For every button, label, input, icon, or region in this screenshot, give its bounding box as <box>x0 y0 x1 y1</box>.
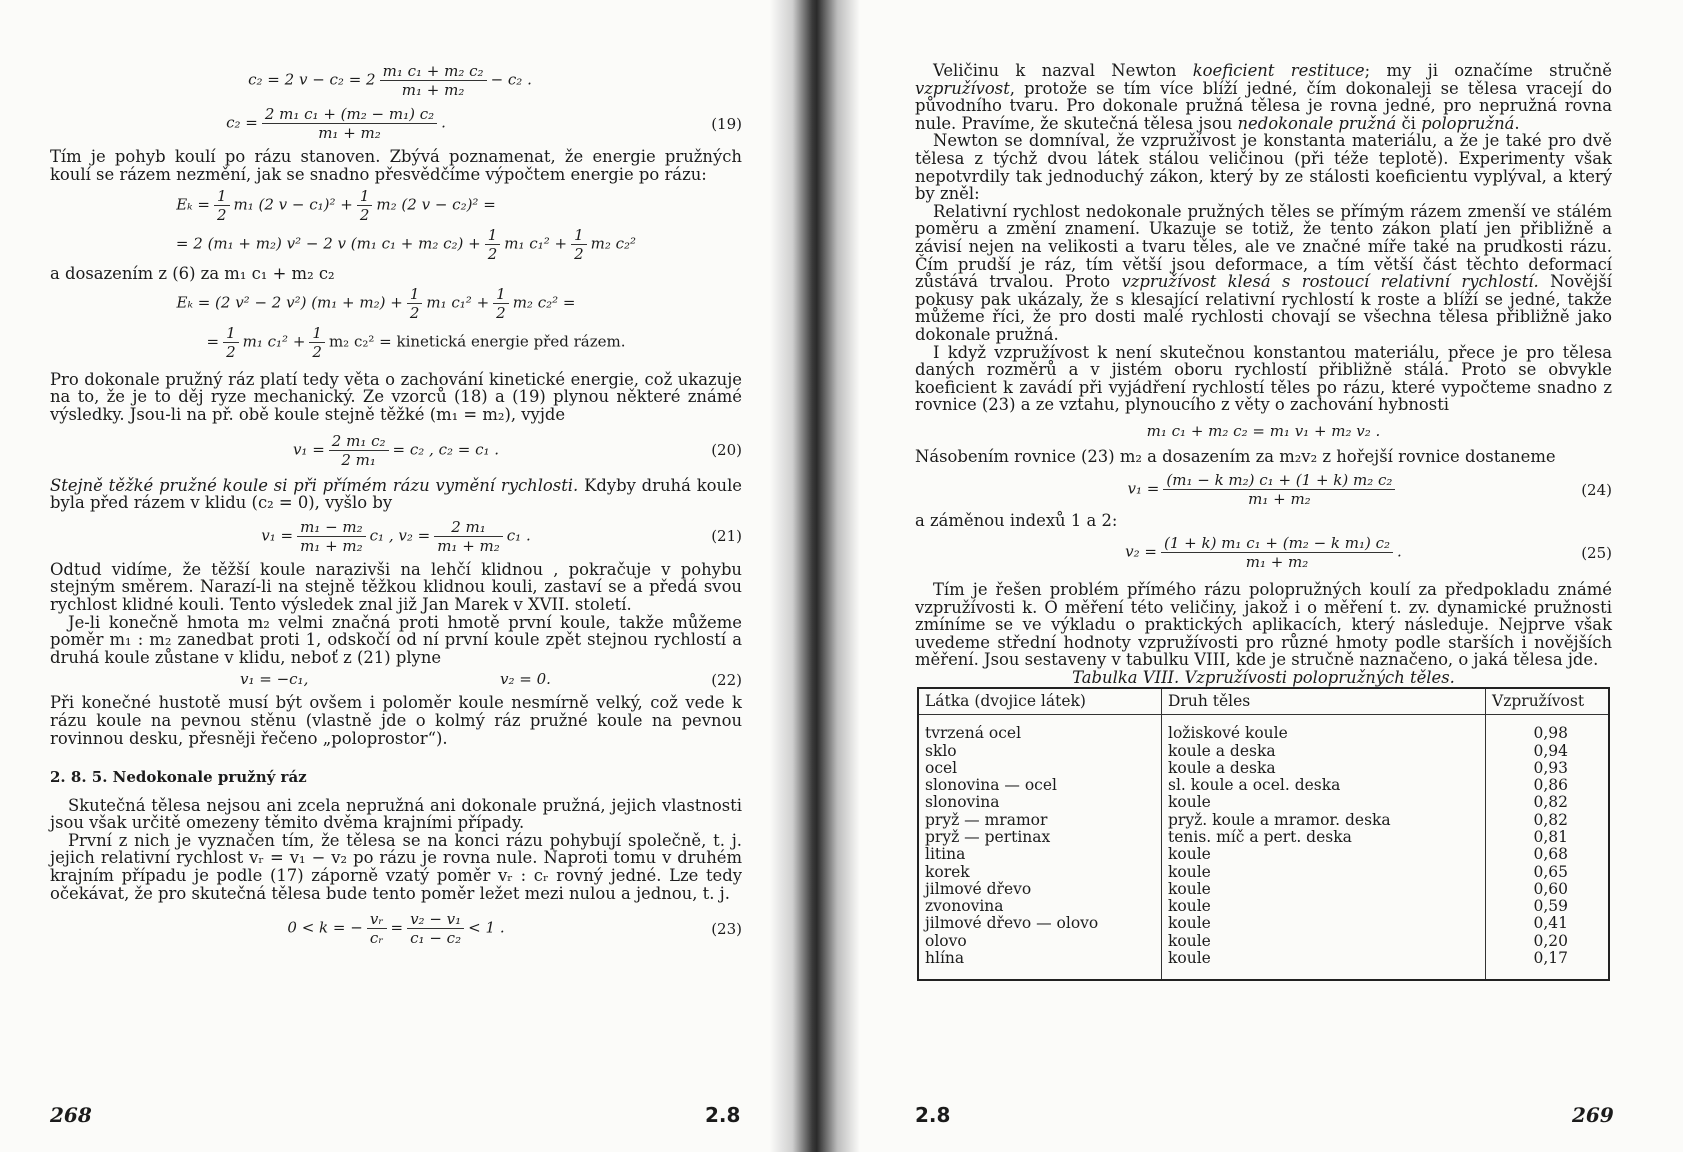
table-row <box>918 933 1609 950</box>
book-gutter-shadow <box>770 0 860 1152</box>
paragraph: Pro dokonale pružný ráz platí tedy věta o zachování kinetické energie, což ukazuje na to, že je to děj ryze mechanický. Ze vzorců (18) a (19) plynou některé známé výsledky. Jsou-li na př. obě koule stejně těžké (m₁ = m₂), vyjde <box>50 369 742 424</box>
table-row <box>918 743 1609 760</box>
paragraph: Skutečná tělesa nejsou ani zcela nepružná ani dokonale pružná, jejich vlastnosti jsou však určitě omezeny těmito dvěma krajními případy. <box>50 795 742 833</box>
equation-23: 0 < k = − $\frac{\text{vᵣ}}{\text{cᵣ}}$ = $\frac{\text{v₂ − v₁}}{\text{c₁ − c₂}}$ < 1 . (23) <box>287 910 742 948</box>
table-cell: tenis. míč a pert. deska <box>1162 829 1486 846</box>
paragraph: Tím je pohyb koulí po rázu stanoven. Zbývá poznamenat, že energie pružných koulí se rázem nezmění, jak se snadno přesvědčíme výpočtem energie po rázu: <box>50 147 742 184</box>
table-cell: ocel <box>918 760 1162 777</box>
right-page <box>800 0 1683 1152</box>
table-row <box>918 777 1609 794</box>
table-cell: 0,82 <box>1533 793 1568 812</box>
equation-22: v₁ = −c₁, v₂ = 0. (22) <box>240 670 742 690</box>
table-header-row <box>918 688 1609 715</box>
table-cell: 0,65 <box>1533 862 1568 881</box>
table-cell: koule <box>1162 864 1486 881</box>
table-cell: jilmové dřevo — olovo <box>918 915 1162 932</box>
table-cell: 0,98 <box>1533 724 1568 743</box>
table-cell: 0,59 <box>1533 897 1568 916</box>
table-cell: koule <box>1162 950 1486 967</box>
table-cell: olovo <box>918 933 1162 950</box>
emphasis-text: koeficient restituce <box>1192 61 1365 80</box>
table-cell: koule <box>1162 881 1486 898</box>
table-cell: 0,82 <box>1533 810 1568 829</box>
table-cell: 0,86 <box>1533 776 1568 795</box>
table-cell: pryž — mramor <box>918 812 1162 829</box>
table-cell: slonovina <box>918 794 1162 811</box>
table-cell: 0,68 <box>1533 845 1568 864</box>
table-cell: zvonovina <box>918 898 1162 915</box>
table-cell: koule <box>1162 933 1486 950</box>
table-row <box>918 915 1609 932</box>
equation-21: v₁ = $\frac{\text{m₁ − m₂}}{\text{m₁ + m₂}}$ c₁ , v₂ = $\frac{\text{2 m₁}}{\text{m₁ + m₂}}$ c₁ . (21) <box>261 517 742 555</box>
table-cell: 0,60 <box>1533 879 1568 898</box>
paragraph: Newton se domníval, že vzpružívost je konstanta materiálu, a že je také pro dvě tělesa z týchž dvou látek stálou veličinou (při téže teplotě). Experimenty však nepotvrdily tak jednoduchý zákon, který by ze stálosti koeficientu vyplýval, a který by zněl: <box>915 131 1612 204</box>
page-number-left: 268 <box>50 1103 92 1127</box>
table-cell: koule <box>1162 915 1486 932</box>
paragraph: a záměnou indexů 1 a 2: <box>915 511 1118 531</box>
right-text-block <box>915 62 1612 981</box>
table-cell: ložiskové koule <box>1162 725 1486 742</box>
column-header: Druh těles <box>1162 688 1486 715</box>
table-row <box>918 725 1609 742</box>
equation-ek-3: Eₖ = (2 v² − 2 v²) (m₁ + m₂) + $\frac{1}{2}$ m₁ c₁² + $\frac{1}{2}$ m₂ c₂² = <box>176 284 576 322</box>
equation-c2-first: c₂ = 2 v − c₂ = 2 $\frac{\text{m₁ c₁ + m₂ c₂}}{\text{m₁ + m₂}}$ − c₂ . <box>248 62 532 99</box>
paragraph: Násobením rovnice (23) m₂ a dosazením za m₂v₂ z hořejší rovnice dostaneme <box>915 446 1556 466</box>
table-caption: Tabulka VIII. Vzpružívosti polopružných těles. <box>1072 668 1455 688</box>
paragraph: Relativní rychlost nedokonale pružných těles se přímým rázem zmenší ve stálém poměru a změní znamení. Ukazuje se totiž, že tento zákon platí jen přibližně a závisí nejen na velikosti a tvaru těles, ale ve značné míře také na prudkosti rázu. Čím prudší je ráz, tím větší jsou deformace, a tím větší část těchto deformací zůstává trvalou. Proto vzpružívost klesá s rostoucí relativní rychlostí. Novější pokusy pak ukázaly, že s klesající relativní rychlostí k roste a blíží se jedné, takže můžeme říci, že pro dosti malé rychlosti chovají se všechna tělesa přibližně jako dokonale pružná. <box>915 201 1612 344</box>
emphasis-text: vzpružívost <box>915 78 1010 98</box>
left-page <box>0 0 800 1152</box>
paragraph: Stejně těžké pružné koule si při přímém rázu vymění rychlosti. Kdyby druhá koule byla před rázem v klidu (c₂ = 0), vyšlo by <box>50 475 743 513</box>
paragraph: První z nich je vyznačen tím, že tělesa se na konci rázu pohybují společně, t. j. jejich relativní rychlost vᵣ = v₁ − v₂ po rázu je rovna nule. Naproti tomu v druhém krajním případu je podle (17) záporně vzatý poměr vᵣ : cᵣ rovný jedné. Lze tedy očekávat, že pro skutečná tělesa bude tento poměr ležet mezi nulou a jednou, t. j. <box>50 830 742 903</box>
table-cell: korek <box>918 864 1162 881</box>
table-row <box>918 864 1609 881</box>
paragraph: Tím je řešen problém přímého rázu polopružných koulí za předpokladu známé vzpružívosti k. O měření této veličiny, jakož i o měření t. zv. dynamické pružnosti zmíníme se ve výkladu o praktických aplikacích, který následuje. Nejprve však uvedeme střední hodnoty vzpružívosti pro různé hmoty podle starších i novějších měření. Jsou sestaveny v tabulku VIII, kde je stručně naznačeno, o jaká tělesa jde. <box>915 580 1612 670</box>
table-cell: sl. koule a ocel. deska <box>1162 777 1486 794</box>
table-cell: pryž — pertinax <box>918 829 1162 846</box>
equation-24: v₁ = $\frac{\text{(m₁ − k m₂) c₁ + (1 + k) m₂ c₂}}{\text{m₁ + m₂}}$ (24) <box>1127 471 1612 509</box>
table-row <box>918 898 1609 915</box>
table-row <box>918 829 1609 846</box>
table-row <box>918 846 1609 863</box>
equation-ek-1: Eₖ = $\frac{1}{2}$ m₁ (2 v − c₁)² + $\frac{1}{2}$ m₂ (2 v − c₂)² = <box>176 187 496 225</box>
section-heading: 2. 8. 5. Nedokonale pružný ráz <box>50 768 307 787</box>
table-row <box>918 881 1609 898</box>
table-row <box>918 760 1609 777</box>
table-cell: koule <box>1162 846 1486 863</box>
table-cell: 0,20 <box>1533 931 1568 950</box>
table-cell: litina <box>918 846 1162 863</box>
equation-momentum: m₁ c₁ + m₂ c₂ = m₁ v₁ + m₂ v₂ . <box>1146 421 1381 440</box>
paragraph: Odtud vidíme, že těžší koule narazivši na lehčí klidnou , pokračuje v pohybu stejným směrem. Narazí-li na stejně těžkou klidnou kouli, zastaví se a předá svou rychlost klidné kouli. Tento výsledek znal již Jan Marek v XVII. století. <box>50 559 742 614</box>
table-cell: sklo <box>918 743 1162 760</box>
equation-19: c₂ = $\frac{\text{2 m₁ c₁ + (m₂ − m₁) c₂}}{\text{m₁ + m₂}}$ . (19) <box>226 105 742 142</box>
column-header: Vzpružívost <box>1486 688 1610 715</box>
table-cell: 0,93 <box>1533 758 1568 777</box>
table-cell: koule a deska <box>1162 760 1486 777</box>
equation-ek-2: = 2 (m₁ + m₂) v² − 2 v (m₁ c₁ + m₂ c₂) + $\frac{1}{2}$ m₁ c₁² + $\frac{1}{2}$ m₂ c₂² <box>175 226 637 264</box>
table-row <box>918 812 1609 829</box>
table-row <box>918 794 1609 811</box>
table-cell: hlína <box>918 950 1162 967</box>
column-header: Látka (dvojice látek) <box>918 688 1162 715</box>
paragraph: Veličinu k nazval Newton koeficient restituce; my ji označíme stručně vzpružívost, protože se tím více blíží jedné, čím dokonaleji se tělesa vracejí do původního tvaru. Pro dokonale pružná tělesa je rovna jedné, pro nepružná rovna nule. Pravíme, že skutečná tělesa jsou nedokonale pružná či polopružná. <box>915 61 1612 133</box>
section-mark-left: 2.8 <box>705 1103 741 1127</box>
table-cell: jilmové dřevo <box>918 881 1162 898</box>
paragraph: I když vzpružívost k není skutečnou konstantou materiálu, přece je pro tělesa daných rozměrů a v jistém oboru rychlostí přibližně stálá. Proto se obvykle koeficient k zavádí při vyjádření rychlostí těles po rázu, které vypočteme snadno z rovnice (23) a ze vztahu, plynoucího z věty o zachování hybnosti <box>915 342 1612 415</box>
emphasis-text: Stejně těžké pružné koule si při přímém rázu vymění rychlosti. <box>50 475 579 495</box>
emphasis-text: nedokonale pružná <box>1237 113 1397 133</box>
table-cell: koule a deska <box>1162 743 1486 760</box>
emphasis-text: polopružná <box>1421 113 1515 133</box>
paragraph: a dosazením z (6) za m₁ c₁ + m₂ c₂ <box>50 264 335 284</box>
table-cell: 0,17 <box>1533 949 1568 968</box>
equation-25: v₂ = $\frac{\text{(1 + k) m₁ c₁ + (m₂ − k m₁) c₂}}{\text{m₁ + m₂}}$ . (25) <box>1125 534 1612 572</box>
table-row <box>918 950 1609 967</box>
table-cell: koule <box>1162 898 1486 915</box>
emphasis-text: vzpružívost klesá s rostoucí relativní rychlostí. <box>1121 272 1539 292</box>
table-viii <box>917 687 1610 982</box>
table-cell: 0,41 <box>1533 914 1568 933</box>
table-cell: 0,81 <box>1533 828 1568 846</box>
section-mark-right: 2.8 <box>915 1103 951 1127</box>
table-cell: pryž. koule a mramor. deska <box>1162 812 1486 829</box>
paragraph: Je-li konečně hmota m₂ velmi značná proti hmotě první koule, takže můžeme poměr m₁ : m₂ zanedbat proti 1, odskočí od ní první koule zpět stejnou rychlostí a druhá koule zůstane v klidu, neboť z (21) plyne <box>50 612 742 667</box>
paragraph: Při konečné hustotě musí být ovšem i poloměr koule nesmírně velký, což vede k rázu koule na pevnou stěnu (vlastně jde o kolmý ráz pružné koule na pevnou rovinnou desku, přesněji řečeno „poloprostor“). <box>50 693 742 748</box>
table-cell: tvrzená ocel <box>918 725 1162 742</box>
equation-20: v₁ = $\frac{\text{2 m₁ c₂}}{\text{2 m₁}}$ = c₂ , c₂ = c₁ . (20) <box>292 431 742 469</box>
table-cell: slonovina — ocel <box>918 777 1162 794</box>
table-cell: 0,94 <box>1533 741 1568 760</box>
equation-ek-4: = $\frac{1}{2}$ m₁ c₁² + $\frac{1}{2}$ m₂ c₂² = kinetická energie před rázem. <box>206 323 626 361</box>
table-cell: koule <box>1162 794 1486 811</box>
left-text-block <box>50 62 742 947</box>
page-number-right: 269 <box>1572 1103 1614 1127</box>
